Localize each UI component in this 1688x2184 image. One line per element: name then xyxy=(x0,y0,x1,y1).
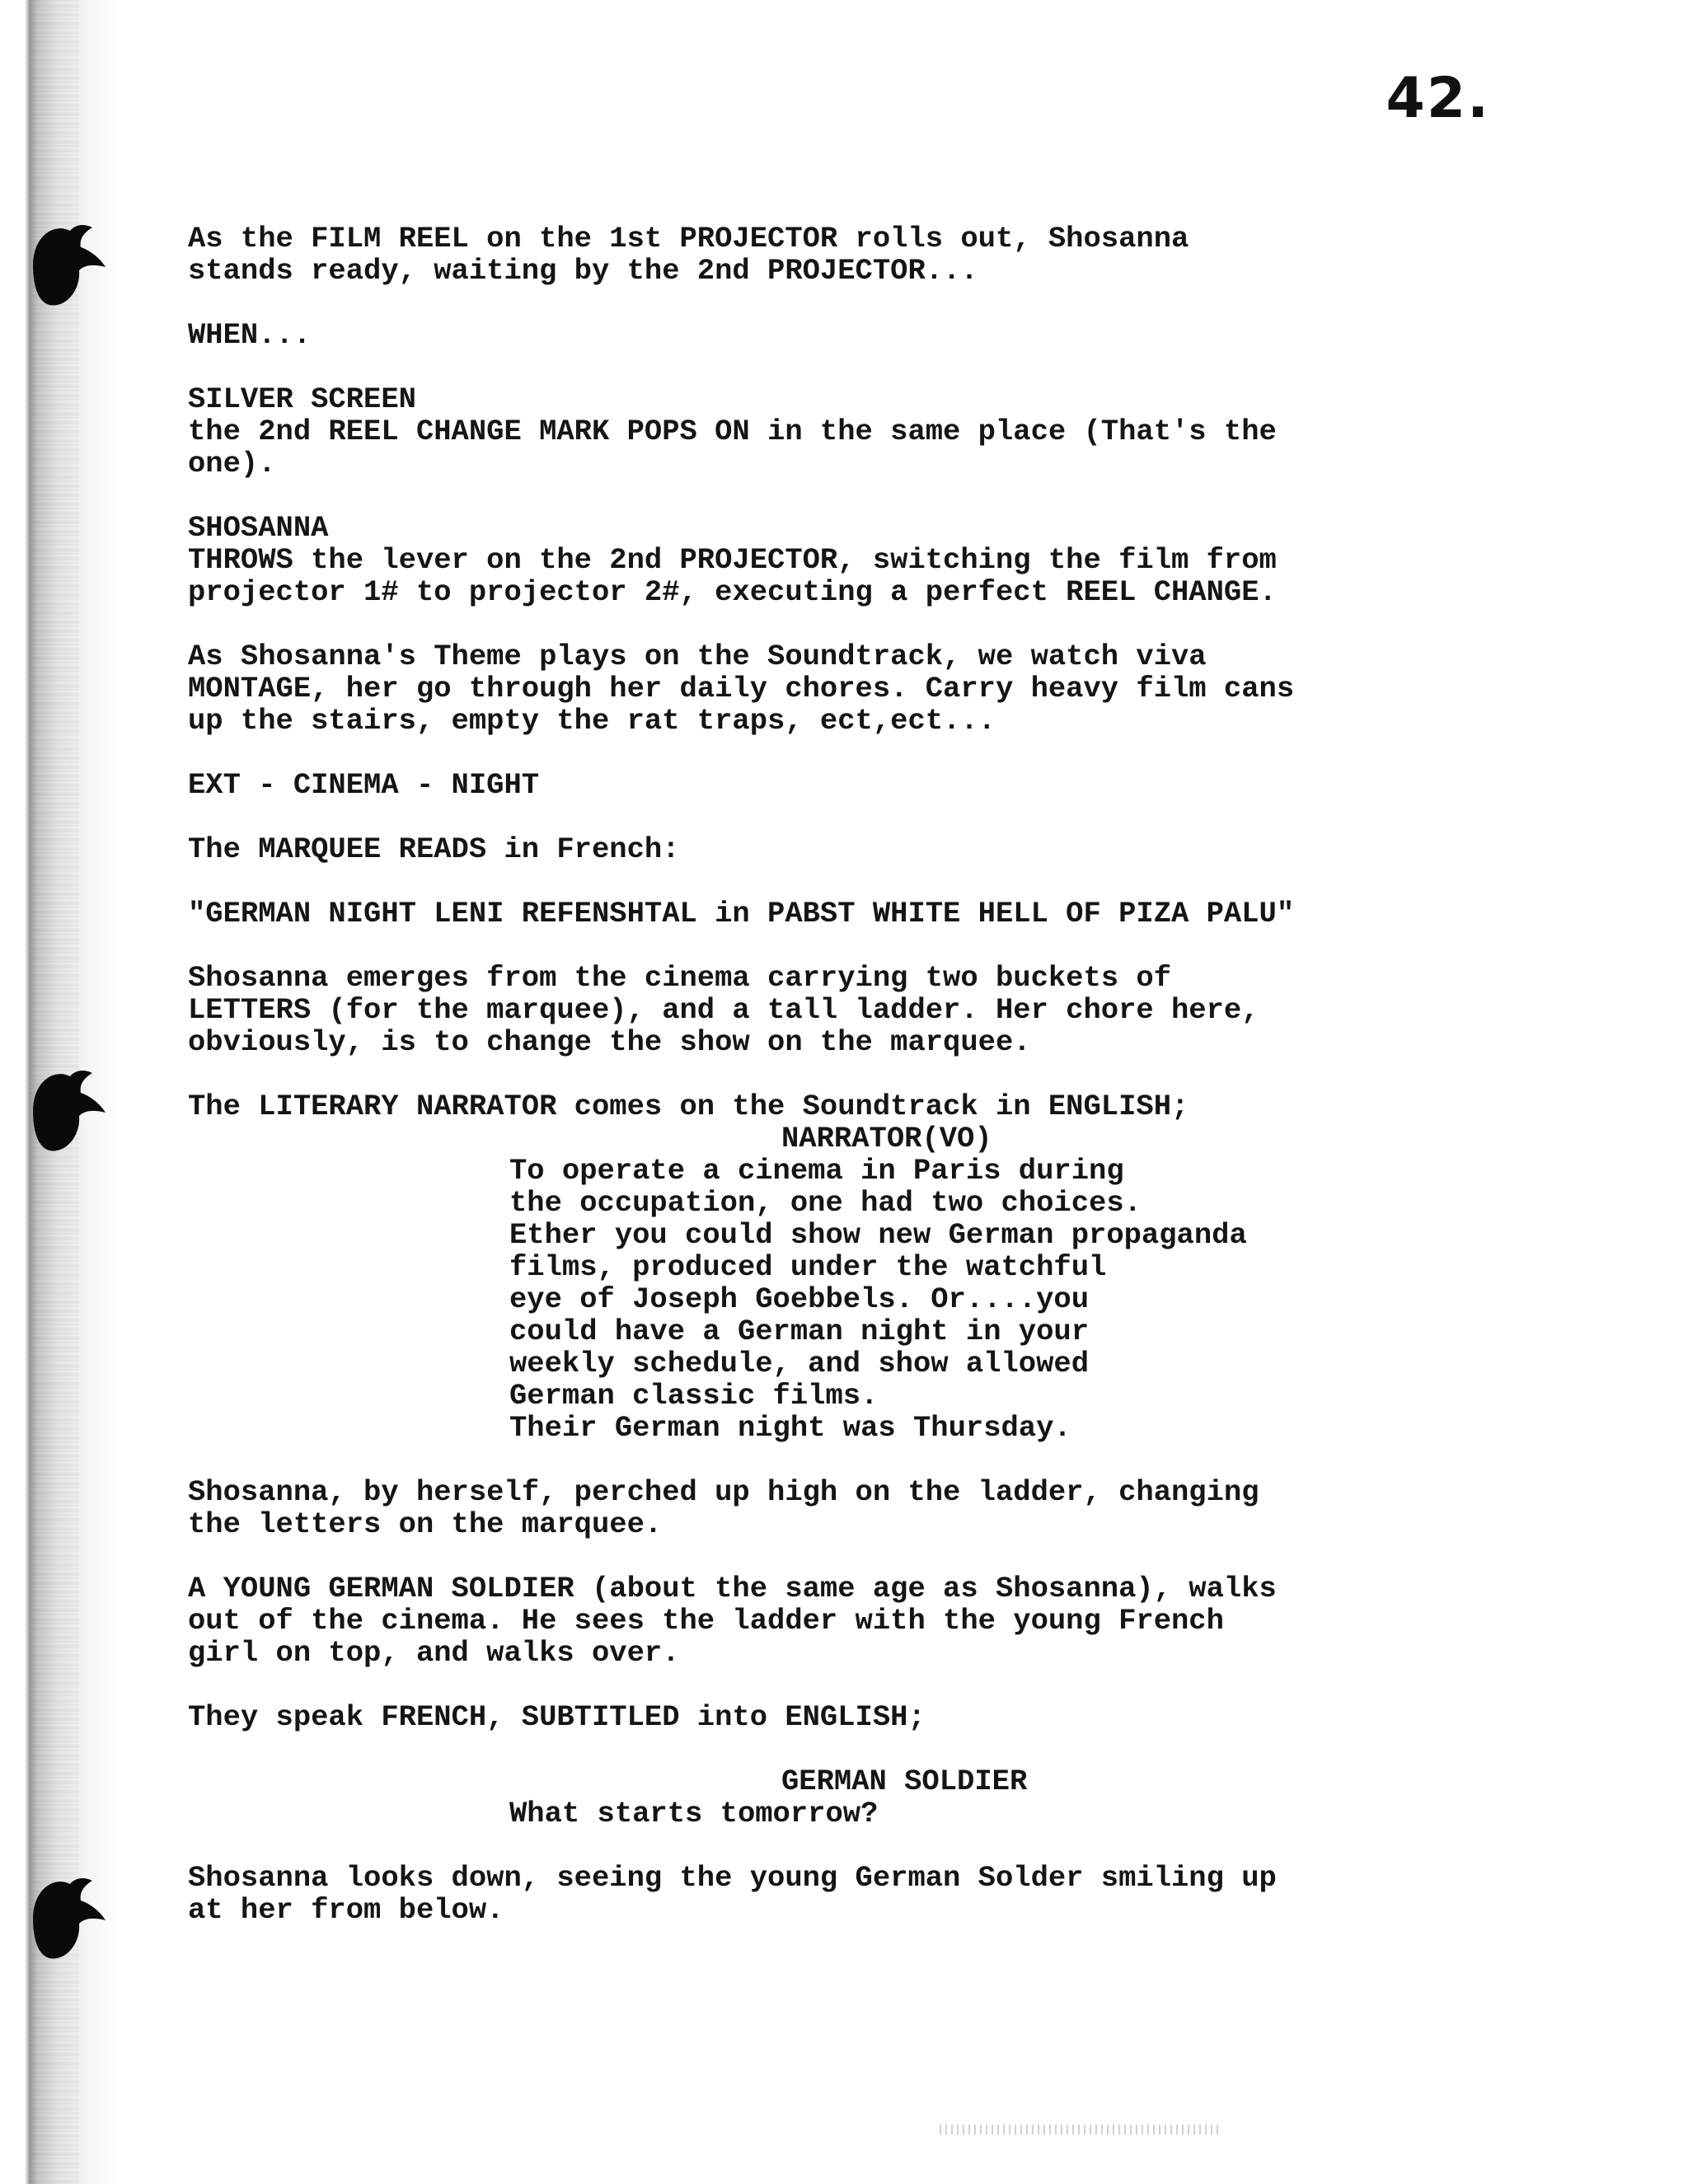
shot-heading: SILVER SCREEN xyxy=(188,382,416,416)
dialogue-line: What starts tomorrow? xyxy=(509,1797,879,1830)
action-line: out of the cinema. He sees the ladder with the young French xyxy=(188,1604,1224,1638)
dialogue-line: the occupation, one had two choices. xyxy=(509,1186,1142,1220)
punch-hole-icon xyxy=(25,1869,115,1968)
action-paragraph xyxy=(188,1572,1474,1669)
screenplay-text xyxy=(188,223,1474,1958)
action-line: MONTAGE, her go through her daily chores. Carry heavy film cans xyxy=(188,672,1295,705)
action-line: the letters on the marquee. xyxy=(188,1507,663,1541)
punch-hole-icon xyxy=(25,1062,115,1160)
dialogue-line: films, produced under the watchful xyxy=(509,1250,1107,1284)
action-line: Shosanna emerges from the cinema carrying two buckets of xyxy=(188,961,1171,995)
action-line: girl on top, and walks over. xyxy=(188,1636,680,1670)
dialogue-line: Their German night was Thursday. xyxy=(509,1411,1071,1445)
action-paragraph xyxy=(188,962,1474,1058)
action-paragraph xyxy=(188,1862,1474,1926)
shot-heading: SHOSANNA xyxy=(188,511,329,545)
action-line: The MARQUEE READS in French: xyxy=(188,832,680,866)
action-line: The LITERARY NARRATOR comes on the Soundtrack in ENGLISH; xyxy=(188,1090,1189,1123)
dialogue-line: could have a German night in your xyxy=(509,1315,1090,1348)
action-line: They speak FRENCH, SUBTITLED into ENGLISH; xyxy=(188,1700,926,1734)
action-paragraph xyxy=(188,1476,1474,1540)
dialogue-line: German classic films. xyxy=(509,1379,879,1413)
scan-noise xyxy=(940,2125,1220,2135)
punch-hole-icon xyxy=(25,216,115,315)
soldier-dialogue xyxy=(509,1797,1251,1830)
scene-heading: EXT - CINEMA - NIGHT xyxy=(188,768,540,802)
action-line: the 2nd REEL CHANGE MARK POPS ON in the same place (That's the xyxy=(188,415,1277,448)
transition-line: WHEN... xyxy=(188,318,312,352)
action-line: stands ready, waiting by the 2nd PROJECTOR... xyxy=(188,254,978,288)
action-line: obviously, is to change the show on the marquee. xyxy=(188,1025,1031,1059)
action-line: LETTERS (for the marquee), and a tall ladder. Her chore here, xyxy=(188,993,1259,1027)
action-line: As the FILM REEL on the 1st PROJECTOR rolls out, Shosanna xyxy=(188,222,1189,255)
action-line: up the stairs, empty the rat traps, ect,ect... xyxy=(188,704,996,738)
action-line: at her from below. xyxy=(188,1893,504,1927)
action-line: Shosanna, by herself, perched up high on the ladder, changing xyxy=(188,1475,1259,1509)
character-cue: GERMAN SOLDIER xyxy=(781,1765,1028,1798)
dialogue-line: weekly schedule, and show allowed xyxy=(509,1347,1090,1380)
action-line: Shosanna looks down, seeing the young German Solder smiling up xyxy=(188,1861,1277,1895)
action-paragraph xyxy=(188,383,1474,480)
action-paragraph xyxy=(188,512,1474,608)
marquee-text: "GERMAN NIGHT LENI REFENSHTAL in PABST WHITE HELL OF PIZA PALU" xyxy=(188,897,1295,930)
dialogue-line: eye of Joseph Goebbels. Or....you xyxy=(509,1282,1090,1316)
action-line: A YOUNG GERMAN SOLDIER (about the same age as Shosanna), walks xyxy=(188,1572,1277,1605)
page-number: 42. xyxy=(1386,66,1490,131)
action-paragraph xyxy=(188,640,1474,737)
dialogue-line: Ether you could show new German propaganda xyxy=(509,1218,1247,1252)
action-paragraph xyxy=(188,223,1474,287)
action-line: As Shosanna's Theme plays on the Soundtrack, we watch viva xyxy=(188,640,1207,673)
character-cue: NARRATOR(VO) xyxy=(781,1122,992,1155)
action-line: one). xyxy=(188,447,276,480)
narrator-dialogue xyxy=(509,1155,1251,1444)
dialogue-line: To operate a cinema in Paris during xyxy=(509,1154,1124,1188)
action-line: projector 1# to projector 2#, executing a perfect REEL CHANGE. xyxy=(188,575,1277,609)
action-line: THROWS the lever on the 2nd PROJECTOR, switching the film from xyxy=(188,543,1277,577)
